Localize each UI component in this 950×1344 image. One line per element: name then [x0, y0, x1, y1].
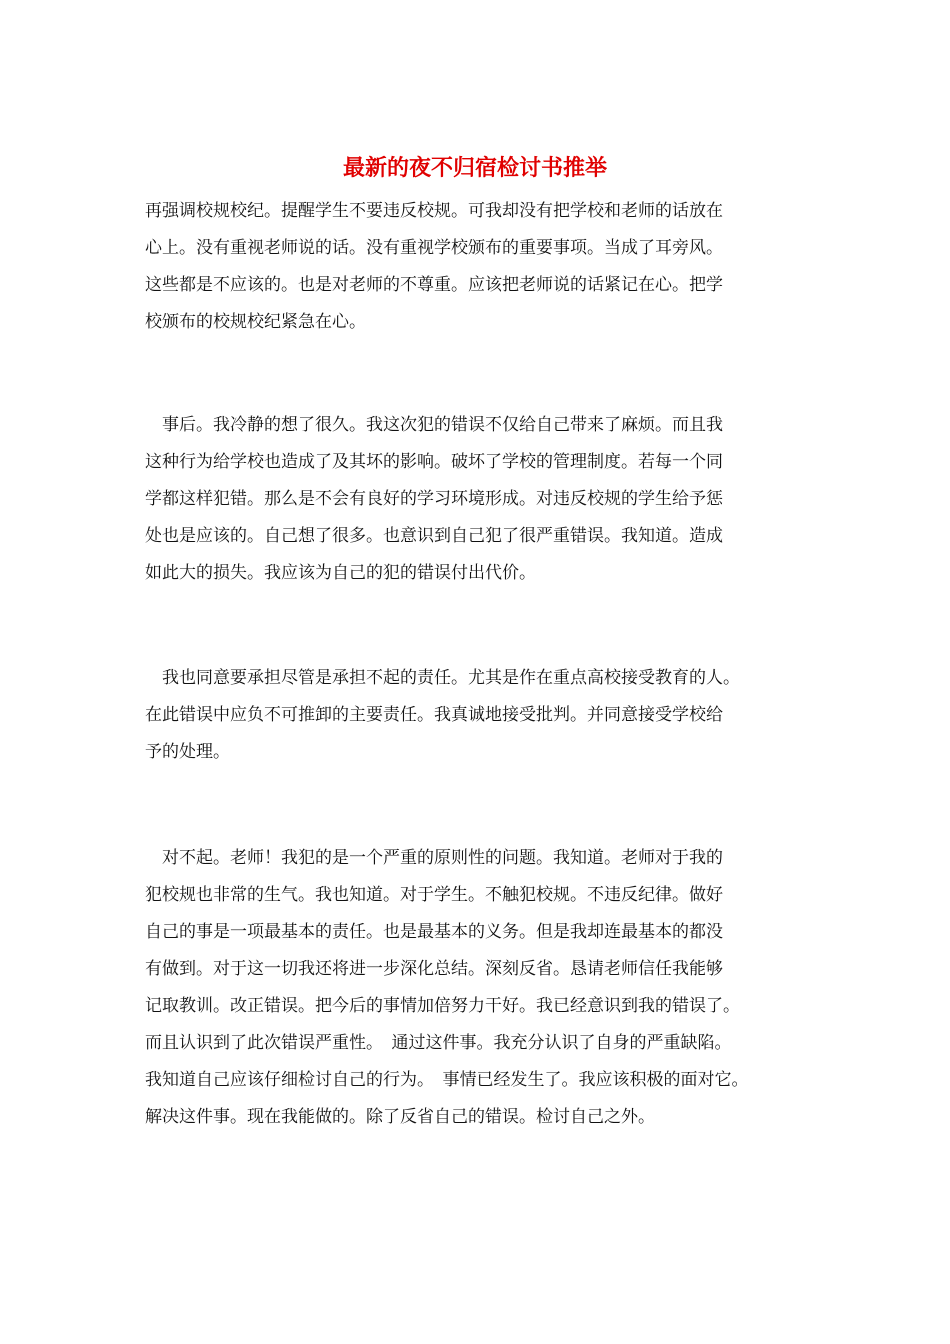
paragraph-line: 再强调校规校纪。提醒学生不要违反校规。可我却没有把学校和老师的话放在 [145, 201, 723, 221]
paragraph-line: 而且认识到了此次错误严重性。 通过这件事。我充分认识了自身的严重缺陷。 [145, 1033, 732, 1053]
paragraph-line: 解决这件事。现在我能做的。除了反省自己的错误。检讨自己之外。 [145, 1107, 655, 1127]
document-title: 最新的夜不归宿检讨书推举 [342, 155, 607, 181]
paragraph-1 [145, 193, 815, 341]
paragraph-line: 我知道自己应该仔细检讨自己的行为。 事情已经发生了。我应该积极的面对它。 [145, 1070, 749, 1090]
paragraph-line: 犯校规也非常的生气。我也知道。对于学生。不触犯校规。不违反纪律。做好 [145, 885, 723, 905]
paragraph-line: 在此错误中应负不可推卸的主要责任。我真诚地接受批判。并同意接受学校给 [145, 705, 723, 725]
paragraph-line: 这些都是不应该的。也是对老师的不尊重。应该把老师说的话紧记在心。把学 [145, 275, 723, 295]
paragraph-line: 我也同意要承担尽管是承担不起的责任。尤其是作在重点高校接受教育的人。 [145, 668, 740, 688]
paragraph-line: 学都这样犯错。那么是不会有良好的学习环境形成。对违反校规的学生给予惩 [145, 489, 723, 509]
paragraph-line: 予的处理。 [145, 742, 230, 762]
paragraph-line: 这种行为给学校也造成了及其坏的影响。破坏了学校的管理制度。若每一个同 [145, 452, 723, 472]
paragraph-line: 事后。我冷静的想了很久。我这次犯的错误不仅给自己带来了麻烦。而且我 [145, 415, 723, 435]
paragraph-line: 记取教训。改正错误。把今后的事情加倍努力干好。我已经意识到我的错误了。 [145, 996, 740, 1016]
paragraph-line: 处也是应该的。自己想了很多。也意识到自己犯了很严重错误。我知道。造成 [145, 526, 723, 546]
paragraph-2 [145, 407, 815, 592]
paragraph-3 [145, 660, 815, 771]
paragraph-line: 心上。没有重视老师说的话。没有重视学校颁布的重要事项。当成了耳旁风。 [145, 238, 723, 258]
paragraph-4 [145, 840, 815, 1136]
paragraph-line: 有做到。对于这一切我还将进一步深化总结。深刻反省。恳请老师信任我能够 [145, 959, 723, 979]
paragraph-line: 自己的事是一项最基本的责任。也是最基本的义务。但是我却连最基本的都没 [145, 922, 723, 942]
paragraph-line: 如此大的损失。我应该为自己的犯的错误付出代价。 [145, 563, 536, 583]
paragraph-line: 校颁布的校规校纪紧急在心。 [145, 312, 366, 332]
paragraph-line: 对不起。老师！我犯的是一个严重的原则性的问题。我知道。老师对于我的 [145, 848, 723, 868]
